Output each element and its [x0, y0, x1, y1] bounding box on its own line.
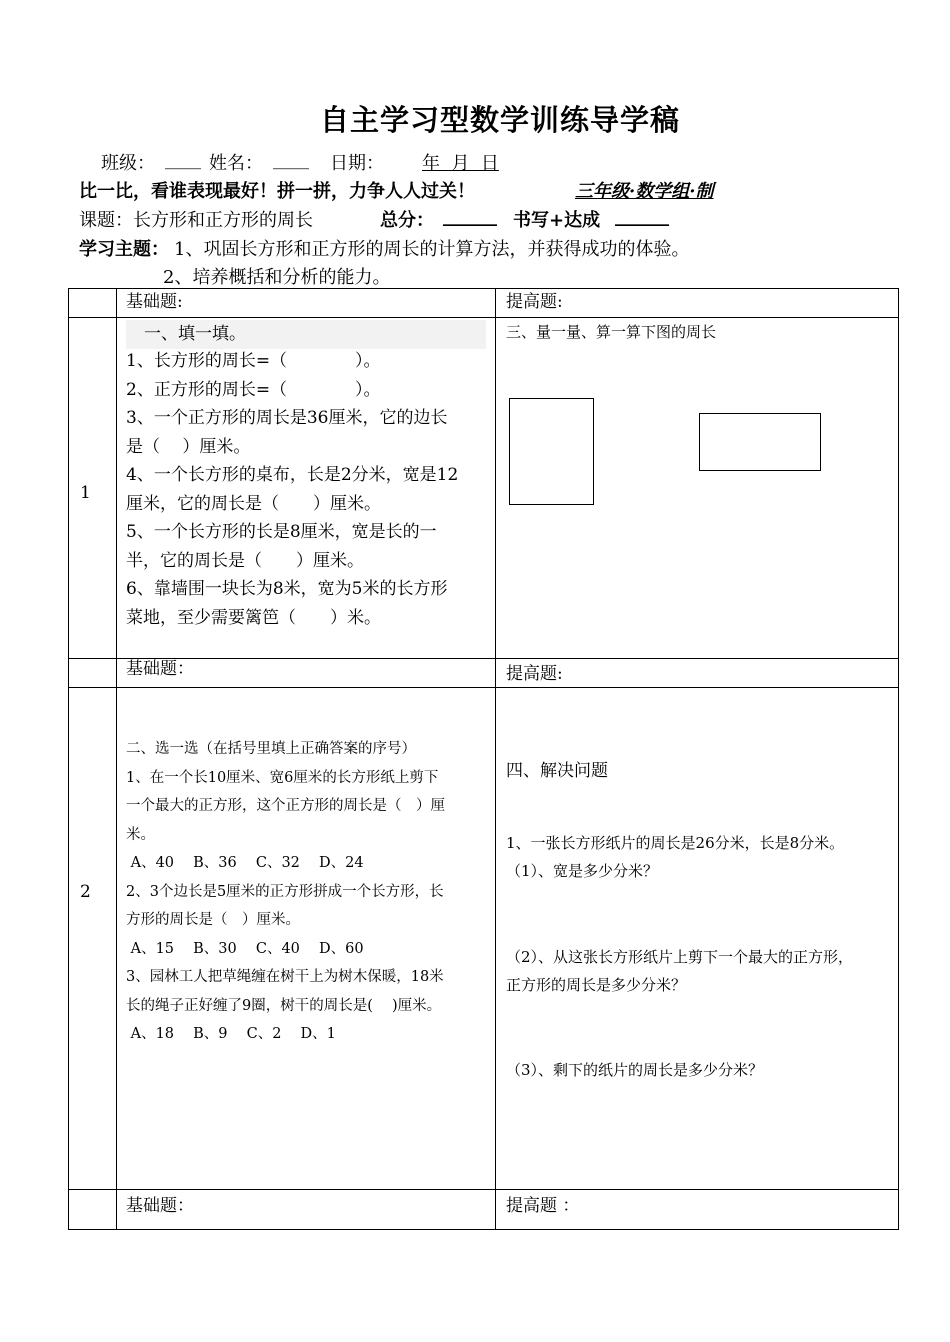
write-label: 书写+达成: [513, 210, 601, 231]
date-value[interactable]: 年 月 日: [422, 153, 499, 174]
maker-label: 三年级·数学组·制: [575, 181, 714, 202]
rectangle-figure-wide: [699, 413, 821, 471]
slogan-text: 比一比，看谁表现最好！拼一拼，力争人人过关！: [79, 181, 475, 202]
question-line: 3、一个正方形的周长是36厘米，它的边长: [126, 408, 448, 428]
question-line: 5、一个长方形的长是8厘米，宽是长的一: [126, 522, 437, 542]
question-line: 2、正方形的周长=（ ）。: [126, 379, 381, 400]
question-line: 方形的周长是（ ）厘米。: [126, 912, 300, 928]
question-line: A、18 B、9 C、2 D、1: [126, 1026, 336, 1042]
question-line: 菜地，至少需要篱笆（ ）米。: [126, 607, 381, 628]
goal-item-2: 2、培养概括和分析的能力。: [163, 267, 391, 288]
question-line: 1、在一个长10厘米、宽6厘米的长方形纸上剪下: [126, 769, 439, 786]
problem-1b-line-1: （2）、从这张长方形纸片上剪下一个最大的正方形，: [506, 948, 854, 966]
problem-1c: （3）、剩下的纸片的周长是多少分米？: [506, 1061, 764, 1079]
question-line: 米。: [126, 826, 155, 843]
topic-label: 课题：长方形和正方形的周长: [79, 210, 313, 231]
score-blank[interactable]: ______: [443, 206, 497, 227]
section-title-solve: 四、解决问题: [506, 761, 608, 781]
goal-item-1: 1、巩固长方形和正方形的周长的计算方法，并获得成功的体验。: [174, 239, 690, 260]
advanced-header-2: 提高题:: [506, 664, 563, 684]
question-line: 4、一个长方形的桌布，长是2分米，宽是12: [126, 465, 459, 485]
question-line: A、40 B、36 C、32 D、24: [126, 855, 364, 871]
section-title-measure: 三、量一量、算一算下图的周长: [506, 323, 717, 341]
goals-label: 学习主题：: [79, 239, 169, 260]
basic-header-3: 基础题：: [126, 1196, 194, 1216]
score-label: 总分：: [380, 210, 434, 231]
document-title: 自主学习型数学训练导学稿: [319, 103, 680, 137]
class-blank[interactable]: ____: [165, 149, 201, 170]
problem-1a: （1）、宽是多少分米？: [506, 862, 659, 880]
date-label: 日期：: [330, 153, 384, 174]
problem-1b-line-2: 正方形的周长是多少分米？: [506, 976, 687, 994]
rectangle-figure-tall: [509, 398, 594, 505]
question-line: 一个最大的正方形，这个正方形的周长是（ ）厘: [126, 798, 445, 814]
name-blank[interactable]: ____: [273, 149, 309, 170]
problem-1: 1、一张长方形纸片的周长是26分米，长是8分米。: [506, 834, 845, 852]
row-number-1: 1: [80, 483, 91, 503]
question-line: 是（ ）厘米。: [126, 436, 251, 457]
question-line: 厘米，它的周长是（ ）厘米。: [126, 493, 381, 514]
advanced-header-3: 提高题 ：: [506, 1196, 580, 1216]
advanced-header-1: 提高题:: [506, 292, 563, 312]
basic-header-2: 基础题：: [126, 659, 194, 679]
question-line: A、15 B、30 C、40 D、60: [126, 940, 364, 957]
question-line: 1、长方形的周长=（ ）。: [126, 351, 381, 371]
basic-header-1: 基础题:: [126, 292, 183, 312]
question-line: 二、选一选（在括号里填上正确答案的序号）: [126, 741, 416, 757]
row-number-2: 2: [80, 882, 91, 902]
question-line: 长的绳子正好缠了9圈，树干的周长是( )厘米。: [126, 997, 442, 1014]
question-line: 3、园林工人把草绳缠在树干上为树木保暖，18米: [126, 969, 444, 985]
question-line: 2、3个边长是5厘米的正方形拼成一个长方形，长: [126, 883, 444, 900]
class-label: 班级：: [101, 153, 155, 174]
question-line: 6、靠墙围一块长为8米，宽为5米的长方形: [126, 579, 448, 599]
write-blank[interactable]: ______: [615, 206, 669, 227]
section-title-fill: 一、填一填。: [126, 320, 486, 349]
name-label: 姓名：: [209, 153, 263, 174]
question-line: 半，它的周长是（ ）厘米。: [126, 550, 364, 571]
